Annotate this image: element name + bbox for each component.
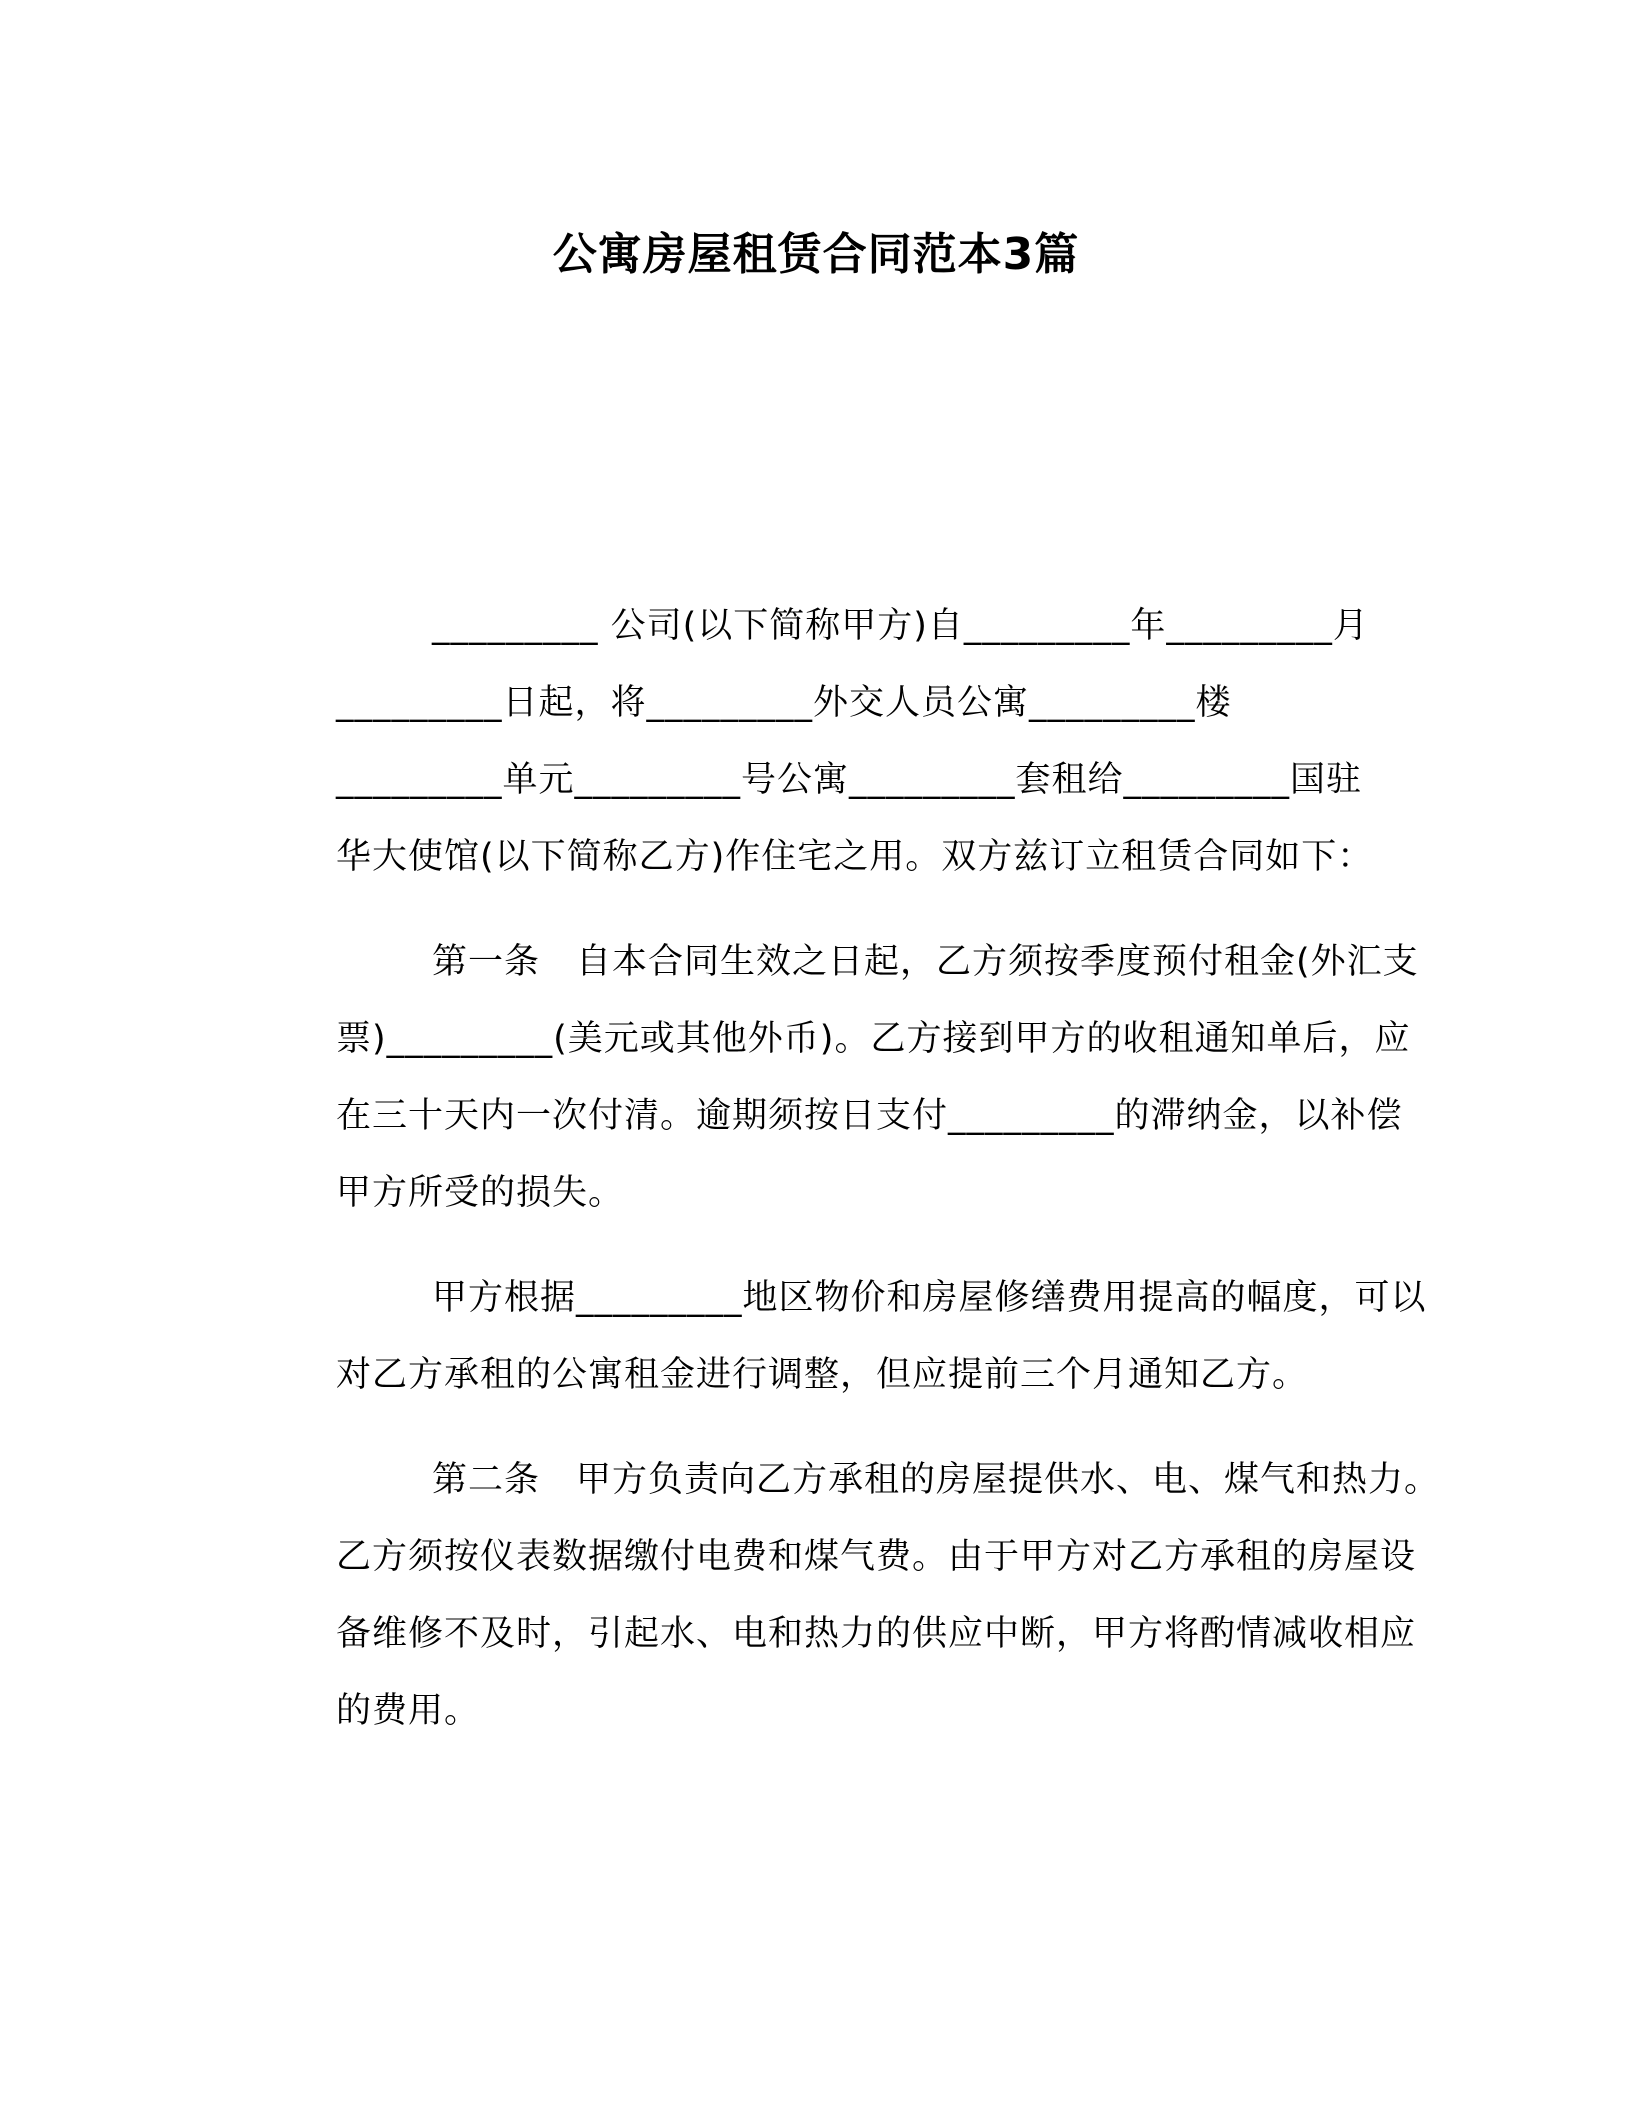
paragraph-line: 备维修不及时，引起水、电和热力的供应中断，甲方将酌情减收相应	[336, 1614, 1417, 1654]
paragraph-line: 在三十天内一次付清。逾期须按日支付_________的滞纳金，以补偿	[336, 1096, 1403, 1136]
paragraph-line: 甲方根据_________地区物价和房屋修缮费用提高的幅度，可以	[432, 1278, 1427, 1318]
paragraph-preamble	[240, 588, 1390, 896]
paragraph-line: 的费用。	[336, 1691, 481, 1731]
paragraph-line: 第二条 甲方负责向乙方承租的房屋提供水、电、煤气和热力。	[432, 1460, 1441, 1500]
document-body	[240, 588, 1441, 1750]
paragraph-line: 第一条 自本合同生效之日起，乙方须按季度预付租金(外汇支	[432, 942, 1419, 982]
paragraph-line: 华大使馆(以下简称乙方)作住宅之用。双方兹订立租赁合同如下：	[336, 837, 1374, 877]
paragraph-article-2	[240, 1442, 1441, 1750]
paragraph-line: _________日起，将_________外交人员公寓_________楼	[336, 683, 1232, 723]
paragraph-rent-adjustment	[240, 1260, 1427, 1414]
paragraph-line: 对乙方承租的公寓租金进行调整，但应提前三个月通知乙方。	[336, 1355, 1309, 1395]
paragraph-line: 甲方所受的损失。	[336, 1173, 625, 1213]
paragraph-line: _________单元_________号公寓_________套租给_________国驻	[336, 760, 1363, 800]
paragraph-line: 票)_________(美元或其他外币)。乙方接到甲方的收租通知单后，应	[336, 1019, 1411, 1059]
paragraph-line: 乙方须按仪表数据缴付电费和煤气费。由于甲方对乙方承租的房屋设	[336, 1537, 1417, 1577]
paragraph-article-1	[240, 924, 1419, 1232]
document-title: 公寓房屋租赁合同范本3篇	[552, 229, 1080, 280]
paragraph-line: _________ 公司(以下简称甲方)自_________年_________月	[432, 606, 1369, 646]
